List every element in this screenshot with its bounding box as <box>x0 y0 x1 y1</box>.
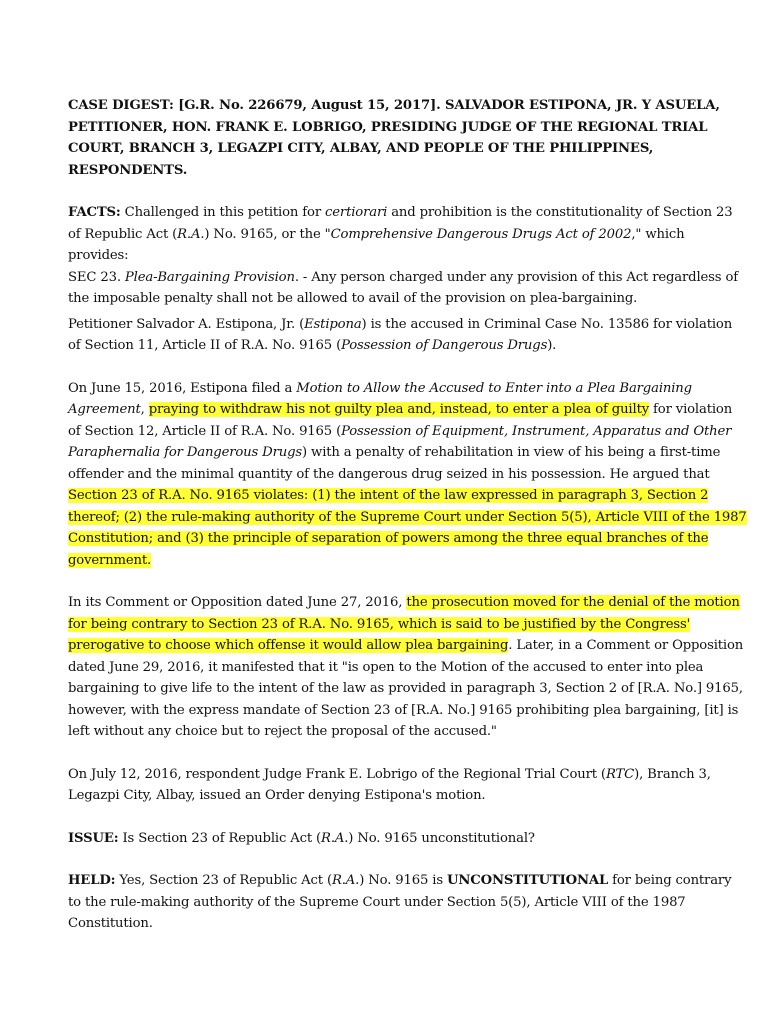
para-text: for violation of Section 12, Article II of R.A. No. 9165 ( <box>68 402 733 439</box>
para-text: ) with a penalty of rehabilitation in view of his being a first-time offender and the minimal quantity of the dangerous drug seized in his possession. He argued that <box>68 445 721 482</box>
petitioner-paragraph <box>68 314 748 357</box>
facts-text: Comprehensive Dangerous Drugs Act of 2002 <box>330 226 632 242</box>
para-text: Estipona <box>304 316 362 332</box>
para-text: , <box>140 402 149 417</box>
held-text: for being contrary to the rule-making authority of the Supreme Court under Section 5(5), Article VIII of the 1987 Constitution. <box>68 873 732 931</box>
held-text: R.A. <box>331 873 360 888</box>
sec-text: . - Any person charged under any provision of this Act regardless of the imposable penalty shall not be allowed to avail of the provision on plea-bargaining. <box>68 269 738 306</box>
facts-text: certiorari <box>325 205 388 220</box>
case-title: CASE DIGEST: [G.R. No. 226679, August 15, 2017]. SALVADOR ESTIPONA, JR. Y ASUELA, PETITIONER, HON. FRANK E. LOBRIGO, PRESIDING JUDGE OF THE REGIONAL TRIAL COURT, BRANCH 3, LEGAZPI CITY, ALBAY, AND PEOPLE OF THE PHILIPPINES, RESPONDENTS. <box>68 98 720 178</box>
highlighted-text: praying to withdraw his not guilty plea and, instead, to enter a plea of guilty <box>148 402 650 417</box>
para-text: Possession of Dangerous Drugs <box>341 338 548 353</box>
issue-paragraph <box>68 828 748 850</box>
para-text: On July 12, 2016, respondent Judge Frank E. Lobrigo of the Regional Trial Court ( <box>68 766 606 782</box>
sec-text: Plea-Bargaining Provision <box>124 269 295 285</box>
para-text: Possession of Equipment, Instrument, Apparatus and Other Paraphernalia for Dangerous Drugs <box>68 423 732 460</box>
issue-label: ISSUE: <box>68 830 119 846</box>
para-text: ). <box>547 338 557 353</box>
sec-text: SEC 23. <box>68 269 125 285</box>
facts-text: and prohibition is the constitutionality of Section 23 of Republic Act ( <box>68 205 733 242</box>
facts-text: Challenged in this petition for <box>120 205 326 220</box>
para-text: . Later, in a Comment or Opposition dated June 29, 2016, it manifested that it "is open to the Motion of the accused to enter into plea bargaining to give life to the intent of the law as provided in paragraph 3, Section 2 of [R.A. No.] 9165, however, with the express mandate of Section 23 of [R.A. No.] 9165 prohibiting plea bargaining, [it] is left without any choice but to reject the proposal of the accused." <box>68 638 744 739</box>
para-text: RTC <box>605 766 635 782</box>
sec23-provision <box>68 267 748 310</box>
highlighted-text: Section 23 of R.A. No. 9165 violates: (1) the intent of the law expressed in paragraph 3, Section 2 thereof; (2) the rule-making authority of the Supreme Court under Section 5(5), Article VIII of the 1987 Constitution; and (3) the principle of separation of powers among the three equal branches of the government. <box>68 488 747 568</box>
facts-text: ) No. 9165, or the " <box>204 226 331 242</box>
para-text: Petitioner Salvador A. Estipona, Jr. ( <box>68 316 305 332</box>
para-text: ), Branch 3, Legazpi City, Albay, issued an Order denying Estipona's motion. <box>68 766 711 803</box>
para-text: On June 15, 2016, Estipona filed a <box>68 380 297 396</box>
issue-text: ) No. 9165 unconstitutional? <box>348 830 535 846</box>
facts-label: FACTS: <box>68 205 121 220</box>
para-text: In its Comment or Opposition dated June 27, 2016, <box>68 595 407 610</box>
highlighted-text: the prosecution moved for the denial of the motion for being contrary to Section 23 of R.A. No. 9165, which is said to be justified by the Congress' prerogative to choose which offense it would allow plea bargaining <box>68 595 740 653</box>
facts-paragraph <box>68 202 748 267</box>
held-ruling: UNCONSTITUTIONAL <box>447 873 609 888</box>
issue-text: R.A. <box>321 830 349 846</box>
facts-text: ," which provides: <box>68 226 685 263</box>
facts-text: R.A. <box>177 226 205 242</box>
motion-paragraph <box>68 378 748 572</box>
para-text: Motion to Allow the Accused to Enter into a Plea Bargaining Agreement <box>68 380 692 417</box>
opposition-paragraph <box>68 592 748 743</box>
held-label: HELD: <box>68 873 116 888</box>
para-text: ) is the accused in Criminal Case No. 13586 for violation of Section 11, Article II of R.A. No. 9165 ( <box>68 316 733 353</box>
held-paragraph <box>68 870 748 935</box>
order-paragraph <box>68 764 748 807</box>
held-text: Yes, Section 23 of Republic Act ( <box>115 873 332 888</box>
held-text: ) No. 9165 is <box>359 873 448 888</box>
issue-text: Is Section 23 of Republic Act ( <box>118 830 322 846</box>
